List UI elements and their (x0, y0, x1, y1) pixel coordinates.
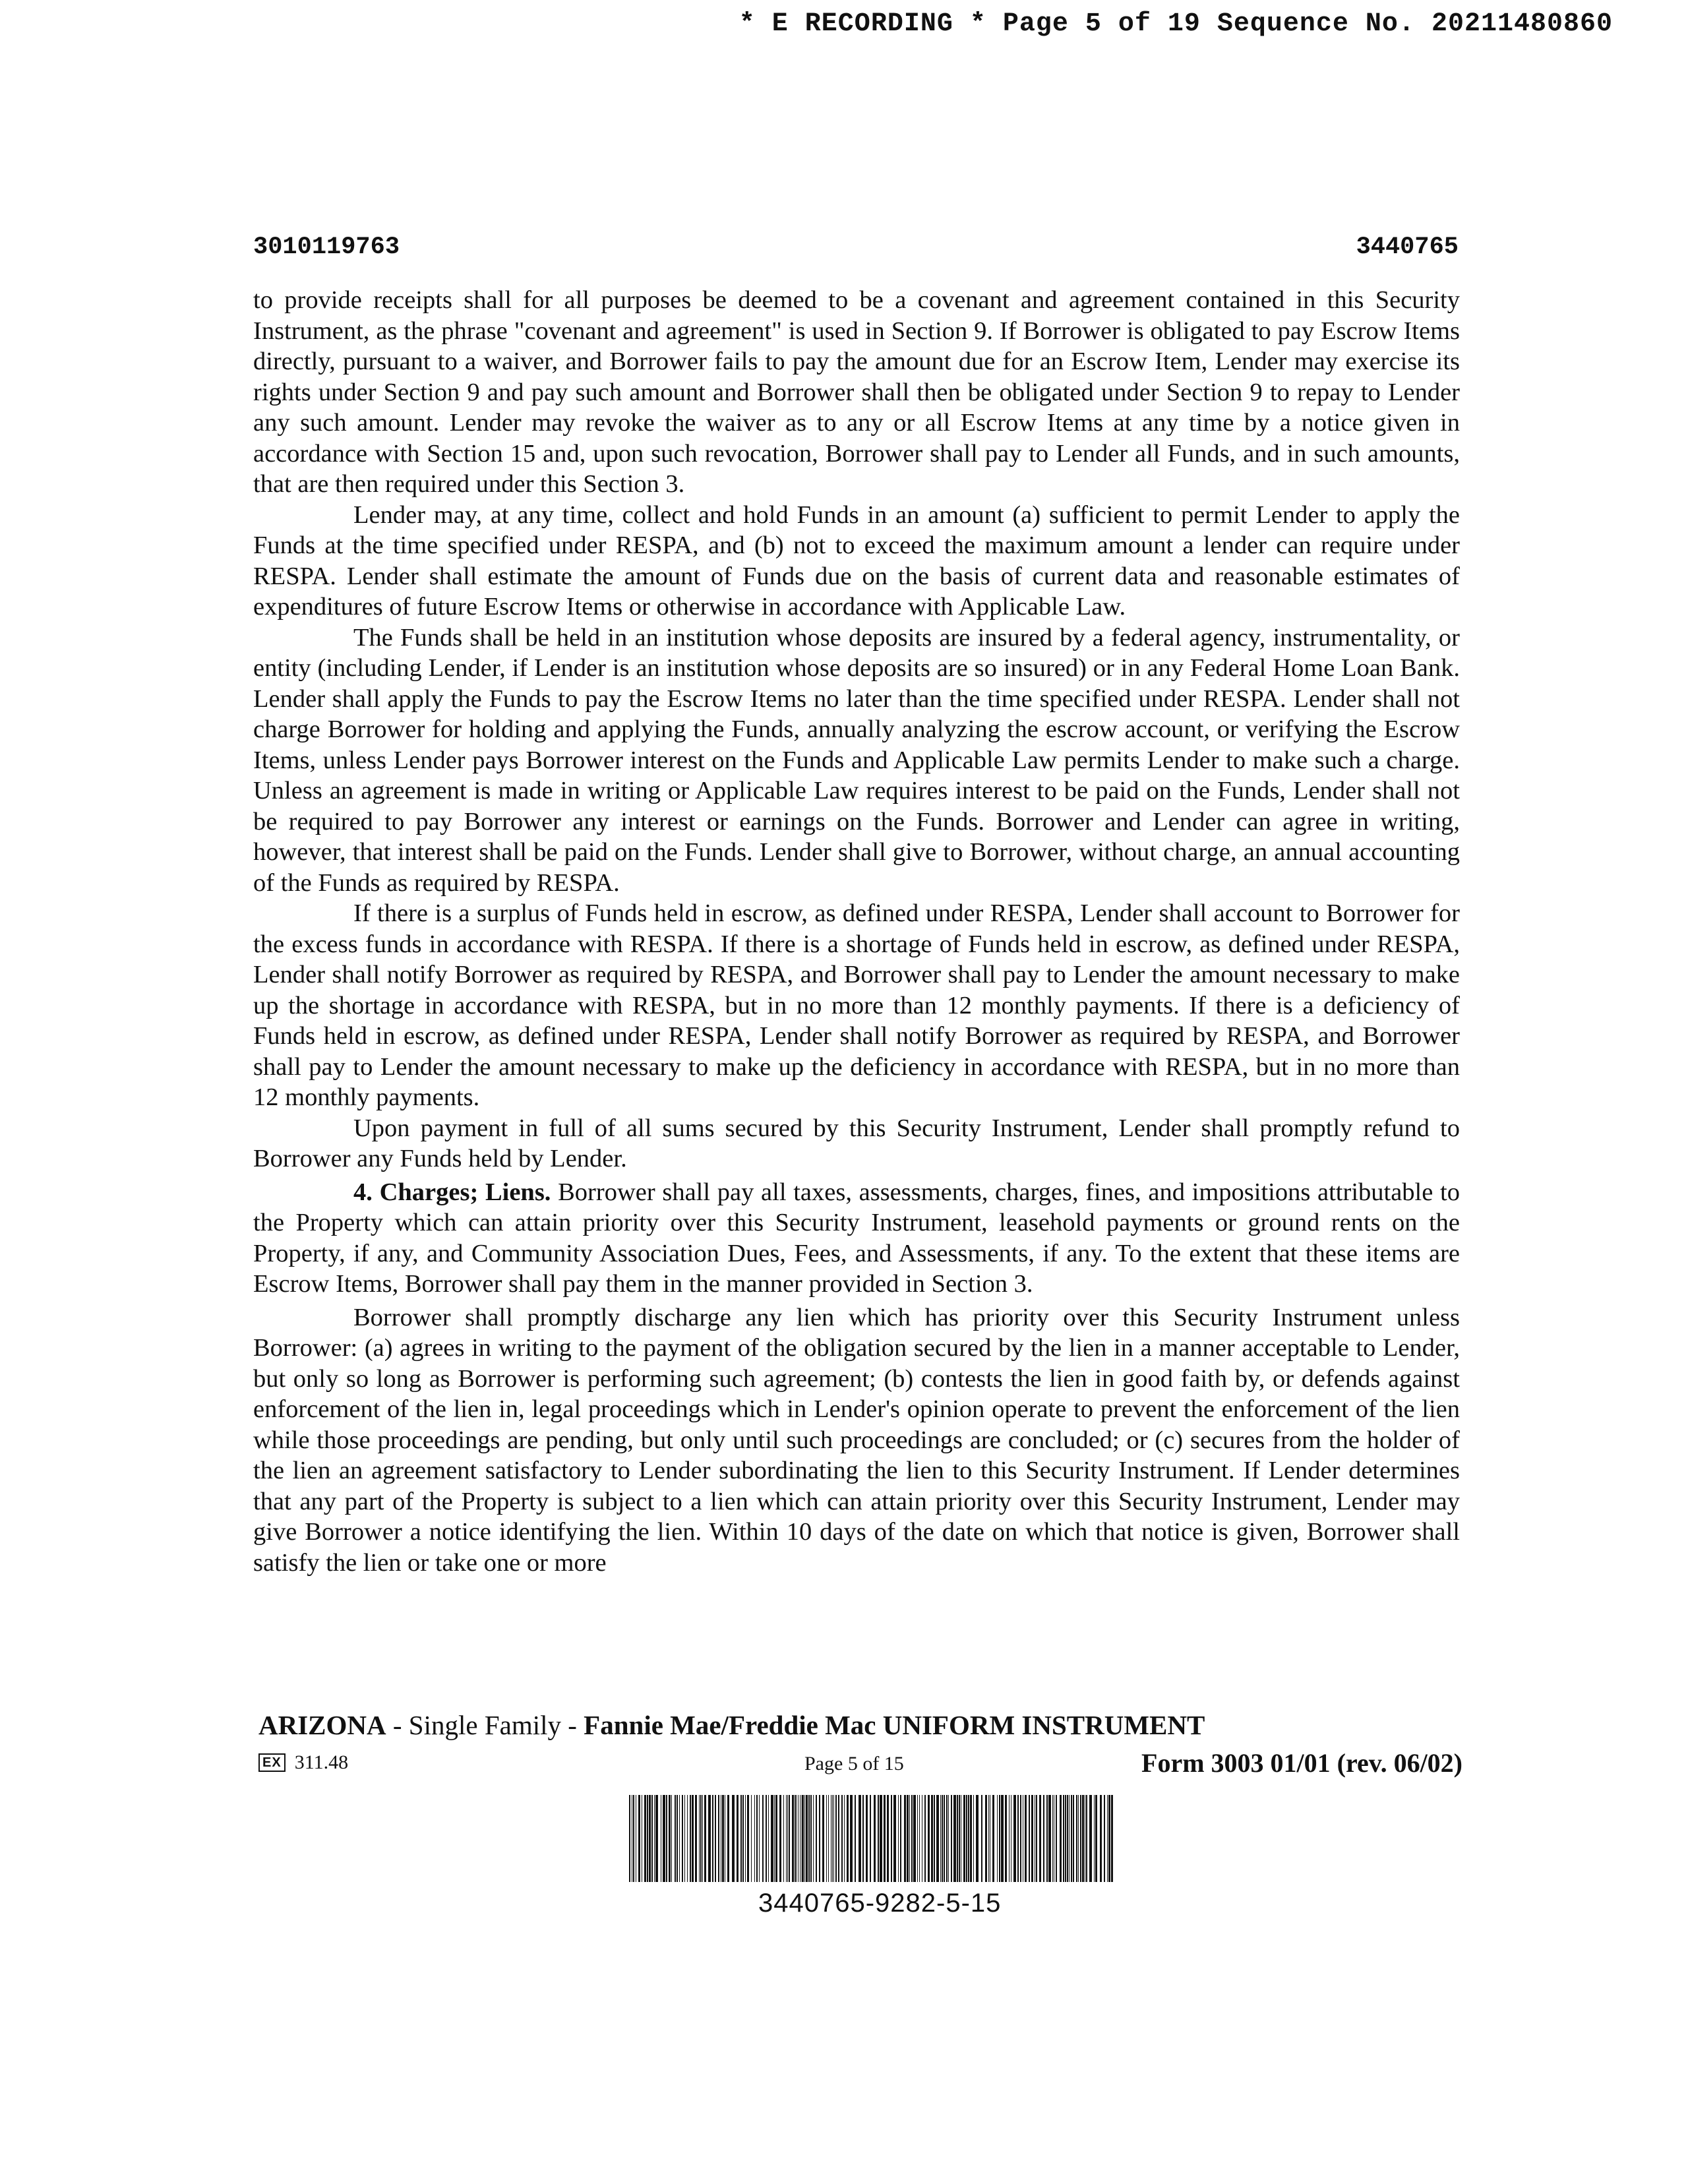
barcode-bar (647, 1795, 648, 1882)
barcode-bar (671, 1795, 672, 1882)
barcode-bar (699, 1795, 700, 1882)
barcode-bar (1067, 1795, 1068, 1882)
barcode-bar (904, 1795, 906, 1882)
barcode-bar (973, 1795, 974, 1882)
barcode-bar (855, 1795, 856, 1882)
paragraph: Upon payment in full of all sums secured by this Security Instrument, Lender shall promptly refund to Borrower any Funds held by Lender. (253, 1114, 1460, 1172)
barcode-bar (1095, 1795, 1097, 1882)
form-number: Form 3003 01/01 (rev. 06/02) (1141, 1748, 1462, 1778)
barcode-bar (722, 1795, 724, 1882)
barcode-bar (963, 1795, 965, 1882)
form-instrument: Fannie Mae/Freddie Mac UNIFORM INSTRUMENT (584, 1710, 1205, 1740)
barcode-bar (1104, 1795, 1105, 1882)
barcode-bar (802, 1795, 804, 1882)
barcode-bar (786, 1795, 787, 1882)
barcode-bar (669, 1795, 671, 1882)
barcode-bar (1052, 1795, 1053, 1882)
barcode-bar (638, 1795, 640, 1882)
form-family: Single Family (408, 1710, 562, 1740)
barcode-bar (756, 1795, 758, 1882)
barcode-bar (1025, 1795, 1027, 1882)
barcode-bar (795, 1795, 796, 1882)
barcode-bar (774, 1795, 775, 1882)
barcode-bar (1076, 1795, 1077, 1882)
barcode-bar (946, 1795, 948, 1882)
barcode-bar (649, 1795, 651, 1882)
section-4-paragraph (253, 1177, 1460, 1300)
barcode-bar (847, 1795, 849, 1882)
barcode-bar (833, 1795, 834, 1882)
barcode-bar (759, 1795, 760, 1882)
barcode-bar (1013, 1795, 1016, 1882)
barcode-bar (1107, 1795, 1108, 1882)
barcode-bar (942, 1795, 943, 1882)
barcode-bar (959, 1795, 960, 1882)
barcode-bar (870, 1795, 871, 1882)
barcode-bar (859, 1795, 861, 1882)
barcode-bar (1089, 1795, 1092, 1882)
barcode-bar (828, 1795, 829, 1882)
barcode-bar (708, 1795, 711, 1882)
barcode-bar (928, 1795, 930, 1882)
barcode-bar (740, 1795, 742, 1882)
barcode-bar (988, 1795, 989, 1882)
barcode-bar (655, 1795, 658, 1882)
barcode-bar (754, 1795, 755, 1882)
barcode-bar (1017, 1795, 1019, 1882)
barcode-bar (891, 1795, 892, 1882)
paragraph: to provide receipts shall for all purposes be deemed to be a covenant and agreement contained in this Security Instrument, as the phrase "covenant and agreement" is used in Section 9. If Borrower is obligated to pay Escrow Items directly, pursuant to a waiver, and Borrower fails to pay the amount due for an Escrow Item, Lender may exercise its rights under Section 9 and pay such amount and Borrower shall then be obligated under Section 9 to repay to Lender any such amount. Lender may revoke the waiver as to any or all Escrow Items at any time by a notice given in accordance with Section 15 and, upon such revocation, Borrower shall pay to Lender all Funds, and in such amounts, that are then required under this Section 3. (253, 286, 1460, 498)
barcode-bar (1036, 1795, 1037, 1882)
barcode-bar (866, 1795, 868, 1882)
section-4-text: Borrower shall pay all taxes, assessments, charges, fines, and impositions attributable to the Property which can attain priority over this Security Instrument, leasehold payments or ground rents on the Property, if any, and Community Association Dues, Fees, and Assessments, if any. To the extent that these items are Escrow Items, Borrower shall pay them in the manner provided in Section 3. (253, 1178, 1460, 1298)
barcode-bar (747, 1795, 749, 1882)
paragraph: The Funds shall be held in an institution whose deposits are insured by a federal agency, instrumentality, or entity (including Lender, if Lender is an institution whose deposits are so insured) or in any Federal Home Loan Bank. Lender shall apply the Funds to pay the Escrow Items no later than the time specified under RESPA. Lender shall not charge Borrower for holding and applying the Funds, annually analyzing the escrow account, or verifying the Escrow Items, unless Lender pays Borrower interest on the Funds and Applicable Law permits Lender to make such a charge. Unless an agreement is made in writing or Applicable Law requires interest to be paid on the Funds, Lender shall not be required to pay Borrower any interest or earnings on the Funds. Borrower and Lender can agree in writing, however, that interest shall be paid on the Funds. Lender shall give to Borrower, without charge, an annual accounting of the Funds as required by RESPA. (253, 623, 1460, 897)
barcode-bar (940, 1795, 941, 1882)
barcode-bar (737, 1795, 738, 1882)
barcode-bar (944, 1795, 945, 1882)
barcode-bar (1086, 1795, 1087, 1882)
barcode-bar (666, 1795, 667, 1882)
barcode-bar (1048, 1795, 1051, 1882)
barcode-bar (953, 1795, 956, 1882)
paragraph: If there is a surplus of Funds held in escrow, as defined under RESPA, Lender shall account to Borrower for the excess funds in accordance with RESPA. If there is a shortage of Funds held in escrow, as defined under RESPA, Lender shall notify Borrower as required by RESPA, and Borrower shall pay to Lender the amount necessary to make up the shortage in accordance with RESPA, but in no more than 12 monthly payments. If there is a deficiency of Funds held in escrow, as defined under RESPA, Lender shall notify Borrower as required by RESPA, and Borrower shall pay to Lender the amount necessary to make up the deficiency in accordance with RESPA, but in no more than 12 monthly payments. (253, 899, 1460, 1111)
barcode-bar (677, 1795, 678, 1882)
document-number: 3440765 (1356, 233, 1459, 261)
barcode-bar (1108, 1795, 1110, 1882)
barcode-bar (718, 1795, 719, 1882)
barcode-bar (976, 1795, 979, 1882)
barcode-bar (838, 1795, 839, 1882)
barcode-bar (644, 1795, 646, 1882)
barcode-bar (1031, 1795, 1033, 1882)
barcode-bar (775, 1795, 777, 1882)
barcode-bar (878, 1795, 879, 1882)
barcode-bar (712, 1795, 713, 1882)
barcode-bar (1071, 1795, 1072, 1882)
barcode-bar (934, 1795, 935, 1882)
barcode-bar (968, 1795, 969, 1882)
barcode-bar (919, 1795, 920, 1882)
barcode-bar (783, 1795, 784, 1882)
form-separator: - (386, 1710, 409, 1740)
barcode-bar (826, 1795, 827, 1882)
barcode-bar (936, 1795, 939, 1882)
barcode-bar (822, 1795, 824, 1882)
barcode-bar (999, 1795, 1000, 1882)
barcode-bar (835, 1795, 837, 1882)
barcode-bar (1065, 1795, 1066, 1882)
barcode-bar (957, 1795, 958, 1882)
barcode-bar (970, 1795, 972, 1882)
barcode-bar (1056, 1795, 1057, 1882)
form-state: ARIZONA (258, 1710, 386, 1740)
barcode-bar (816, 1795, 817, 1882)
barcode-bar (687, 1795, 688, 1882)
barcode-bar (1046, 1795, 1048, 1882)
barcode-bar (1111, 1795, 1113, 1882)
barcode-bar (695, 1795, 697, 1882)
barcode-bar (751, 1795, 752, 1882)
barcode-bar (682, 1795, 683, 1882)
barcode-bar (850, 1795, 853, 1882)
paragraph: Lender may, at any time, collect and hold Funds in an amount (a) sufficient to permit Lender to apply the Funds at the time specified under RESPA, and (b) not to exceed the maximum amount a lender can require under RESPA. Lender shall estimate the amount of Funds due on the basis of current data and reasonable estimates of expenditures of future Escrow Items or otherwise in accordance with Applicable Law. (253, 501, 1460, 621)
barcode-bar (1080, 1795, 1081, 1882)
barcode-bar (663, 1795, 665, 1882)
barcode-bar (898, 1795, 899, 1882)
barcode-bar (787, 1795, 788, 1882)
barcode-bar (700, 1795, 702, 1882)
document-body (253, 285, 1460, 1578)
barcode-bar (951, 1795, 952, 1882)
barcode-bar (917, 1795, 918, 1882)
barcode-bar (985, 1795, 987, 1882)
barcode-bar (924, 1795, 926, 1882)
page-number: Page 5 of 15 (804, 1753, 904, 1774)
section-4-heading: 4. Charges; Liens. (353, 1178, 551, 1206)
barcode-bar (907, 1795, 909, 1882)
barcode-bar (690, 1795, 691, 1882)
barcode-bar (874, 1795, 876, 1882)
barcode-bar (792, 1795, 794, 1882)
barcode-bar (732, 1795, 735, 1882)
barcode-bar (1069, 1795, 1070, 1882)
barcode-bar (810, 1795, 812, 1882)
barcode-bar (771, 1795, 773, 1882)
barcode-bar (692, 1795, 694, 1882)
barcode-bar (909, 1795, 910, 1882)
barcode-bar (893, 1795, 896, 1882)
ex-code: 311.48 (294, 1751, 349, 1773)
barcode-bar (1082, 1795, 1084, 1882)
barcode-bar (819, 1795, 820, 1882)
barcode-bar (762, 1795, 764, 1882)
barcode-bar (844, 1795, 845, 1882)
barcode-bar (1073, 1795, 1074, 1882)
barcode-bar (675, 1795, 676, 1882)
document-ids (253, 233, 1459, 266)
barcode-bar (1043, 1795, 1044, 1882)
barcode-bar (633, 1795, 634, 1882)
ex-badge-icon: EX (258, 1753, 286, 1772)
barcode-bar (804, 1795, 805, 1882)
barcode-bar (862, 1795, 864, 1882)
barcode-bar (651, 1795, 653, 1882)
barcode-number: 3440765-9282-5-15 (758, 1889, 1002, 1918)
barcode-bar (887, 1795, 889, 1882)
barcode-bar (715, 1795, 716, 1882)
barcode-bar (1060, 1795, 1062, 1882)
loan-number: 3010119763 (253, 233, 400, 261)
barcode-icon (629, 1795, 1117, 1882)
barcode-bar (966, 1795, 967, 1882)
barcode-bar (1029, 1795, 1030, 1882)
barcode-bar (1001, 1795, 1004, 1882)
barcode-bar (766, 1795, 767, 1882)
barcode-bar (813, 1795, 814, 1882)
barcode-bar (841, 1795, 843, 1882)
barcode-bar (800, 1795, 801, 1882)
barcode-bar (745, 1795, 746, 1882)
form-separator: - (561, 1710, 584, 1740)
barcode-bar (997, 1795, 998, 1882)
barcode-bar (832, 1795, 833, 1882)
barcode-bar (779, 1795, 781, 1882)
barcode-bar (789, 1795, 790, 1882)
barcode-bar (1039, 1795, 1041, 1882)
barcode-bar (900, 1795, 901, 1882)
barcode-bar (880, 1795, 882, 1882)
barcode-bar (808, 1795, 810, 1882)
barcode-bar (981, 1795, 982, 1882)
form-title (258, 1709, 1205, 1741)
barcode-bar (679, 1795, 680, 1882)
paragraph: Borrower shall promptly discharge any lien which has priority over this Security Instrument unless Borrower: (a) agrees in writing to the payment of the obligation secured by the lien in a manner acceptable to Lender, but only so long as Borrower is performing such agreement; (b) contests the lien in good faith by, or defends against enforcement of the lien in, legal proceedings which in Lender's opinion operate to prevent the enforcement of the lien while those proceedings are pending, but only until such proceedings are concluded; or (c) secures from the holder of the lien an agreement satisfactory to Lender subordinating the lien to this Security Instrument. If Lender determines that any part of the Property is subject to a lien which can attain priority over this Security Instrument, Lender may give Borrower a notice identifying the lien. Within 10 days of the date on which that notice is given, Borrower shall satisfy the lien or take one or more (253, 1303, 1460, 1577)
barcode-bar (702, 1795, 703, 1882)
barcode-bar (654, 1795, 655, 1882)
barcode-bar (911, 1795, 913, 1882)
barcode-bar (768, 1795, 769, 1882)
barcode-bar (1094, 1795, 1095, 1882)
form-code (258, 1751, 348, 1774)
barcode-bar (806, 1795, 808, 1882)
barcode-bar (913, 1795, 916, 1882)
barcode-bar (948, 1795, 949, 1882)
barcode-bar (1020, 1795, 1021, 1882)
barcode-bar (1063, 1795, 1064, 1882)
barcode-bar (1009, 1795, 1010, 1882)
barcode-bar (1100, 1795, 1102, 1882)
barcode-bar (992, 1795, 994, 1882)
barcode-bar (884, 1795, 886, 1882)
form-footer (258, 1747, 1462, 1780)
barcode-bar (1005, 1795, 1007, 1882)
barcode-bar (931, 1795, 933, 1882)
barcode-bar (629, 1795, 630, 1882)
recording-header: * E RECORDING * Page 5 of 19 Sequence No. 20211480860 (738, 9, 1613, 39)
barcode-bar (684, 1795, 685, 1882)
barcode-bar (727, 1795, 729, 1882)
barcode-bar (742, 1795, 744, 1882)
barcode-bar (1078, 1795, 1079, 1882)
barcode-bar (704, 1795, 706, 1882)
